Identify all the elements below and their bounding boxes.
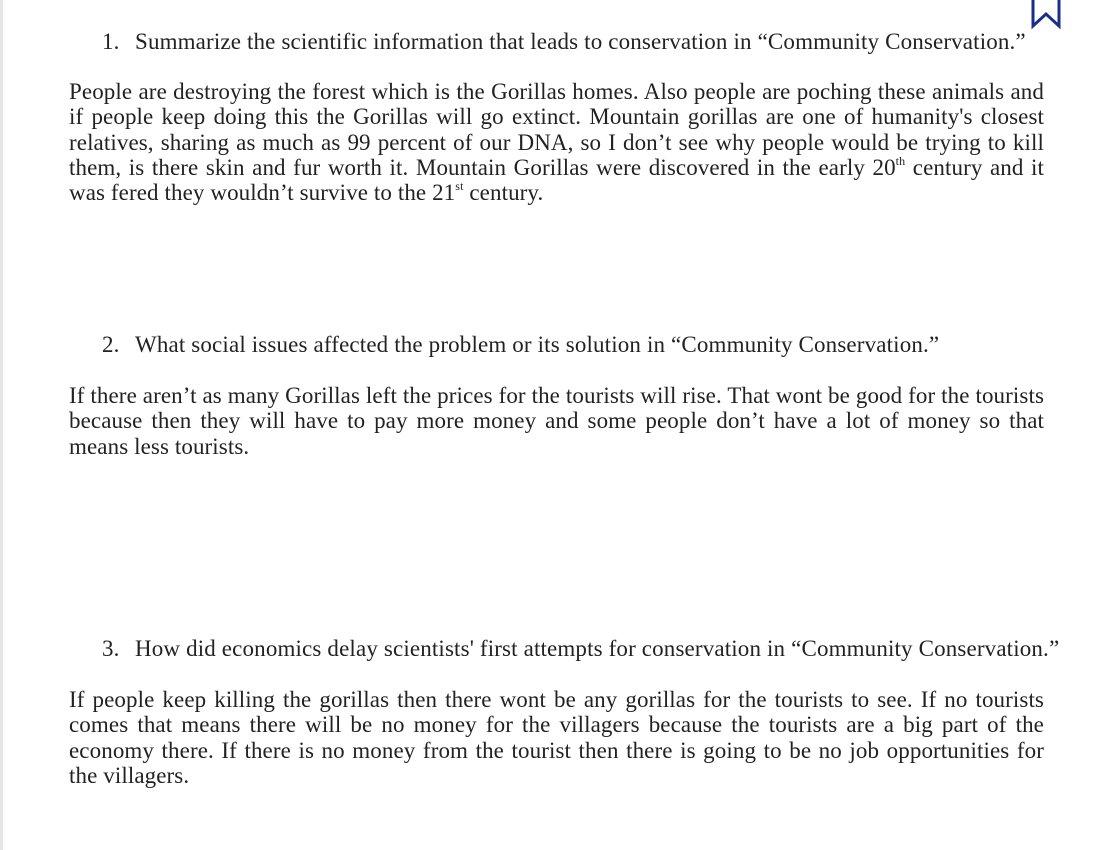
question-number: 3. [102,636,120,661]
answer-3: If people keep killing the gorillas then there wont be any gorillas for the tourists to see. If no tourists comes that means there will be no money for the villagers because the tourists are a big part of the economy there. If there is no money from the tourist then there is going to be no job opportunities for the villagers. [69,687,1044,788]
bookmark-icon[interactable] [1030,0,1062,30]
question-number: 2. [102,332,120,357]
question-2 [102,332,939,357]
question-text: How did economics delay scientists' first attempts for conservation in “Community Conservation.” [135,636,1060,661]
question-number: 1. [102,29,120,54]
question-1 [102,29,1026,54]
answer-text: century. [463,180,544,206]
answer-2: If there aren’t as many Gorillas left the prices for the tourists will rise. That wont be good for the tourists because then they will have to pay more money and some people don’t have a lot of money so that means less tourists. [69,383,1044,459]
question-text: What social issues affected the problem or its solution in “Community Conservation.” [135,332,940,357]
question-text: Summarize the scientific information that leads to conservation in “Community Conservation.” [135,29,1026,54]
ordinal-suffix: th [895,153,906,168]
answer-text: century and it was fered they wouldn’t survive to the 21 [69,154,1044,206]
page-left-edge [0,0,3,850]
answer-1 [69,79,1044,205]
answer-text: People are destroying the forest which is the Gorillas homes. Also people are poching these animals and if people keep doing this the Gorillas will go extinct. Mountain gorillas are one of humanity's closest relatives, sharing as much as 99 percent of our DNA, so I don’t see why people would be trying to kill them, is there skin and fur worth it. Mountain Gorillas were discovered in the early 20 [69,79,1044,180]
question-3 [102,636,1059,661]
ordinal-suffix: st [455,179,464,194]
